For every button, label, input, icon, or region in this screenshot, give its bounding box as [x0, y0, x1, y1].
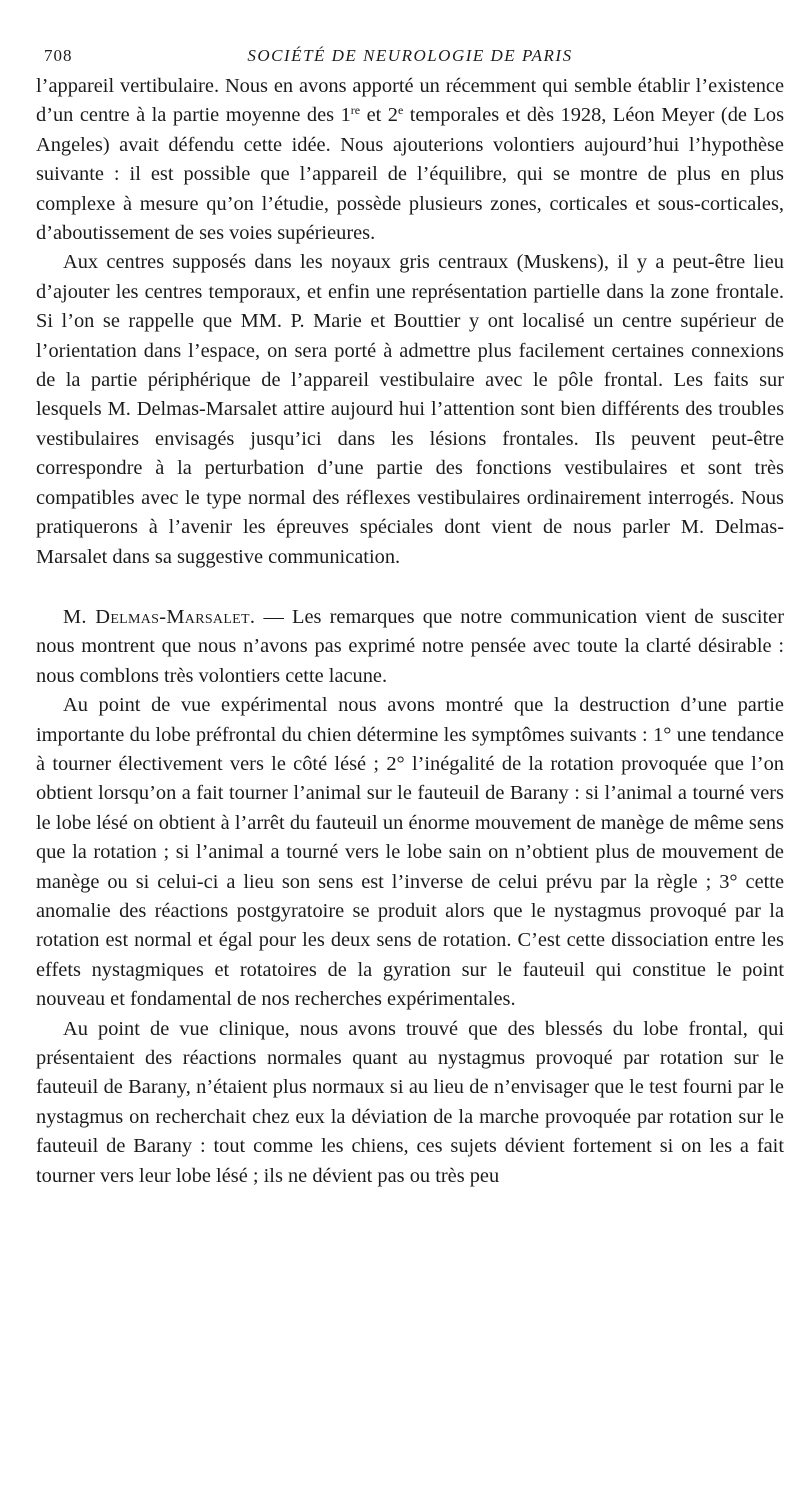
paragraph-2: Aux centres supposés dans les noyaux gris centraux (Muskens), il y a peut-être lieu d’ajouter les centres temporaux, et enfin une représentation partielle dans la zone frontale. Si l’on se rappelle que MM. P. Marie et Bouttier y ont localisé un centre supérieur de l’orientation dans l’espace, on sera porté à admettre plus facilement certaines connexions de la partie périphérique de l’appareil vestibulaire avec le pôle frontal. Les faits sur lesquels M. Delmas-Marsalet attire aujourd hui l’attention sont bien différents des troubles vestibulaires envisagés jusqu’ici dans les lésions frontales. Ils peuvent peut-être correspondre à la perturbation d’une partie des fonctions vestibulaires et sont très compatibles avec le type normal des réflexes vestibulaires ordinairement interrogés. Nous pratiquerons à l’avenir les épreuves spéciales dont vient de nous parler M. Delmas-Marsalet dans sa suggestive communication.	[36, 251, 784, 568]
speaker-name: M. Delmas-Marsalet.	[63, 605, 256, 628]
paragraph-4: Au point de vue expérimental nous avons montré que la destruction d’une partie importante du lobe préfrontal du chien détermine les symptômes suivants : 1° une tendance à tourner électivement vers le côté lésé ; 2° l’inégalité de la rotation provoquée que l’on obtient lorsqu’on a fait tourner l’animal sur le fauteuil de Barany : si l’animal a tourné vers le lobe lésé on obtient à l’arrêt du fauteuil un énorme mouvement de manège de même sens que la rotation ; si l’animal a tourné vers le lobe sain on n’obtient plus de mouvement de manège ou si celui-ci a lieu son sens est l’inverse de celui prévu par la règle ; 3° cette anomalie des réactions postgyratoire se produit alors que le nystagmus provoqué par la rotation est normal et égal pour les deux sens de rotation. C’est cette dissociation entre les effets nystagmiques et rotatoires de la gyration sur le fauteuil qui constitue le point nouveau et fondamental de nos recherches expérimentales.	[36, 694, 784, 1011]
journal-title: SOCIÉTÉ DE NEUROLOGIE DE PARIS	[247, 46, 573, 65]
document-page	[36, 36, 784, 1191]
paragraph-3	[36, 603, 784, 691]
paragraph-3-text: — Les remarques que notre communication vient de susciter nous montrent que nous n’avons pas exprimé notre pensée avec toute la clarté désirable : nous comblons très volontiers cette lacune.	[36, 605, 785, 687]
paragraph-1-text-b: et 2	[360, 104, 398, 127]
paragraph-1	[36, 72, 784, 248]
paragraph-1-text-c: temporales et dès 1928, Léon Meyer (de Los Angeles) avait défendu cette idée. Nous ajouterions volontiers aujourd’hui l’hypothèse suivante : il est possible que l’appareil de l’équilibre, qui se montre de plus en plus complexe à mesure qu’on l’étudie, possède plusieurs zones, corticales et sous-corticales, d’aboutissement de ses voies supérieures.	[36, 104, 785, 245]
body-text	[36, 72, 784, 1191]
ordinal-superscript: e	[397, 103, 404, 118]
paragraph-5: Au point de vue clinique, nous avons trouvé que des blessés du lobe frontal, qui présentaient des réactions normales quant au nystagmus provoqué par rotation sur le fauteuil de Barany, n’étaient plus normaux si au lieu de n’envisager que le test fourni par le nystagmus on recherchait chez eux la déviation de la marche provoquée par rotation sur le fauteuil de Barany : tout comme les chiens, ces sujets dévient fortement si on les a fait tourner vers leur lobe lésé ; ils ne dévient pas ou très peu	[36, 1017, 784, 1187]
ordinal-superscript: re	[350, 103, 361, 118]
paragraph-1-text-a: l’appareil vertibulaire. Nous en avons apporté un récemment qui semble établir l’existence d’un centre à la partie moyenne des 1	[36, 75, 784, 127]
running-head	[36, 36, 784, 72]
page-number: 708	[44, 46, 73, 65]
